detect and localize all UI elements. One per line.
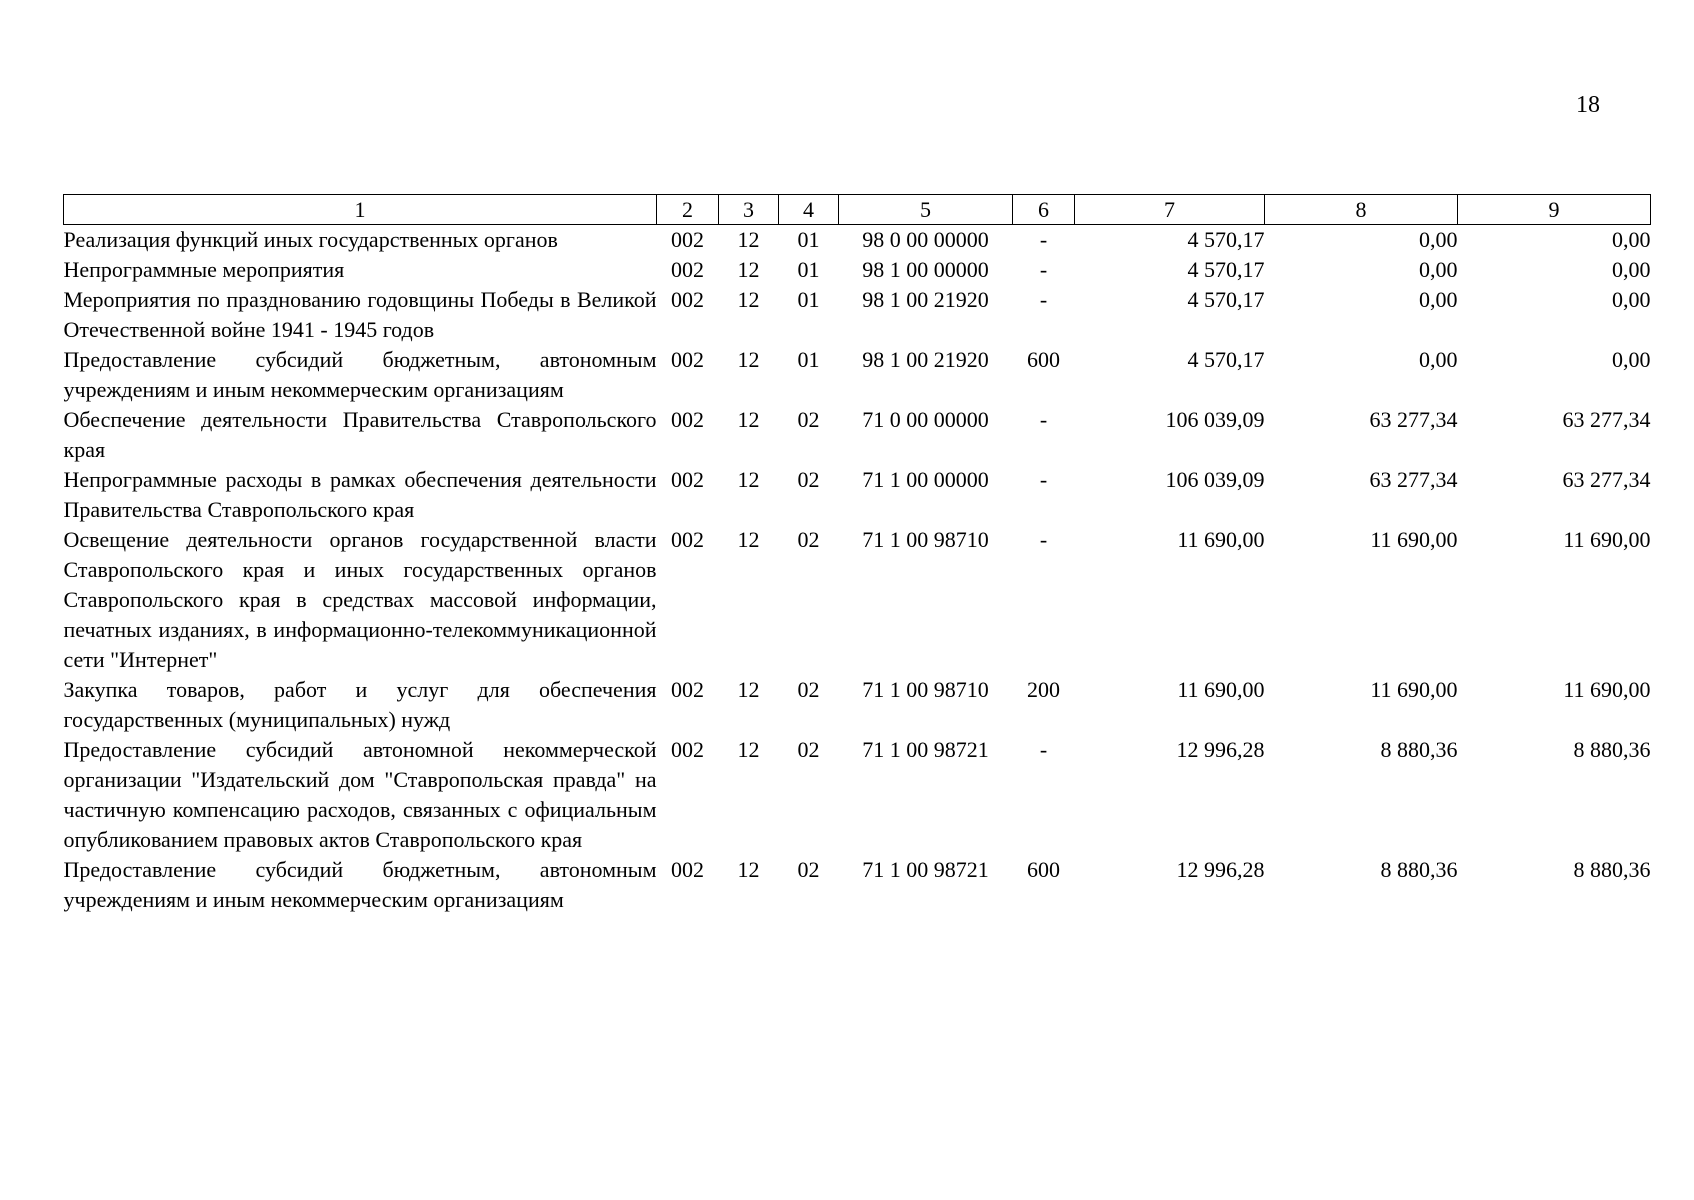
amount-col8-cell: 0,00 — [1419, 347, 1458, 372]
section-code-cell: 12 — [737, 257, 760, 282]
section-code-cell: 12 — [737, 227, 760, 252]
expense-name-cell: Освещение деятельности органов государственной власти Ставропольского края и иных государственных органов Ставропольского края в средствах массовой информации, печатных изданиях, в информационно-телекоммуникационной сети "Интернет" — [63, 527, 657, 672]
amount-col8-cell: 63 277,34 — [1369, 407, 1458, 432]
amount-col9-cell: 11 690,00 — [1563, 527, 1651, 552]
expense-type-cell: 200 — [1027, 677, 1060, 702]
target-article-cell: 98 1 00 21920 — [862, 287, 989, 312]
subsection-code-cell: 02 — [797, 677, 820, 702]
expense-name-cell: Предоставление субсидий автономной некоммерческой организации "Издательский дом "Ставропольская правда" на частичную компенсацию расходов, связанных с официальным опубликованием правовых актов Ставропольского края — [63, 737, 657, 852]
amount-col9-cell: 0,00 — [1612, 347, 1651, 372]
amount-col9-cell: 0,00 — [1612, 257, 1651, 282]
expense-type-cell: - — [1039, 287, 1048, 312]
expense-name-cell: Предоставление субсидий бюджетным, автономным учреждениям и иным некоммерческим организациям — [63, 347, 657, 402]
expense-type-cell: - — [1039, 227, 1048, 252]
table-row — [64, 675, 1651, 735]
target-article-cell: 71 1 00 98721 — [862, 737, 989, 762]
column-header-7: 7 — [1075, 195, 1265, 225]
table-row — [64, 405, 1651, 465]
subsection-code-cell: 01 — [797, 227, 820, 252]
amount-col9-cell: 8 880,36 — [1573, 857, 1651, 882]
section-code-cell: 12 — [737, 677, 760, 702]
table-row — [64, 225, 1651, 256]
expense-type-cell: - — [1039, 737, 1048, 762]
table-body — [64, 225, 1651, 916]
expense-type-cell: 600 — [1027, 857, 1060, 882]
column-header-8: 8 — [1265, 195, 1458, 225]
target-article-cell: 98 1 00 00000 — [862, 257, 989, 282]
expense-type-cell: 600 — [1027, 347, 1060, 372]
department-code-cell: 002 — [671, 677, 704, 702]
department-code-cell: 002 — [671, 257, 704, 282]
subsection-code-cell: 02 — [797, 407, 820, 432]
expense-name-cell: Мероприятия по празднованию годовщины Победы в Великой Отечественной войне 1941 - 1945 годов — [63, 287, 657, 342]
amount-col7-cell: 12 996,28 — [1176, 737, 1265, 762]
header-row — [64, 195, 1651, 225]
expense-name-cell: Закупка товаров, работ и услуг для обеспечения государственных (муниципальных) нужд — [63, 677, 657, 732]
subsection-code-cell: 01 — [797, 347, 820, 372]
amount-col8-cell: 63 277,34 — [1369, 467, 1458, 492]
section-code-cell: 12 — [737, 347, 760, 372]
amount-col9-cell: 63 277,34 — [1562, 467, 1651, 492]
target-article-cell: 71 1 00 98721 — [862, 857, 989, 882]
target-article-cell: 98 1 00 21920 — [862, 347, 989, 372]
amount-col9-cell: 0,00 — [1612, 287, 1651, 312]
subsection-code-cell: 02 — [797, 527, 820, 552]
amount-col9-cell: 11 690,00 — [1563, 677, 1651, 702]
table-row — [64, 255, 1651, 285]
amount-col8-cell: 11 690,00 — [1370, 527, 1458, 552]
target-article-cell: 71 1 00 00000 — [862, 467, 989, 492]
expense-type-cell: - — [1039, 257, 1048, 282]
target-article-cell: 98 0 00 00000 — [862, 227, 989, 252]
expense-name-cell: Непрограммные мероприятия — [63, 257, 345, 282]
expense-type-cell: - — [1039, 407, 1048, 432]
amount-col9-cell: 8 880,36 — [1573, 737, 1651, 762]
table-row — [64, 465, 1651, 525]
target-article-cell: 71 1 00 98710 — [862, 677, 989, 702]
column-header-6: 6 — [1013, 195, 1075, 225]
subsection-code-cell: 01 — [797, 287, 820, 312]
table-row — [64, 735, 1651, 855]
target-article-cell: 71 0 00 00000 — [862, 407, 989, 432]
amount-col8-cell: 0,00 — [1419, 257, 1458, 282]
section-code-cell: 12 — [737, 857, 760, 882]
expense-name-cell: Непрограммные расходы в рамках обеспечения деятельности Правительства Ставропольского края — [63, 467, 657, 522]
expense-type-cell: - — [1039, 527, 1048, 552]
subsection-code-cell: 02 — [797, 737, 820, 762]
amount-col7-cell: 11 690,00 — [1177, 677, 1265, 702]
amount-col8-cell: 8 880,36 — [1380, 737, 1458, 762]
table-row — [64, 345, 1651, 405]
subsection-code-cell: 02 — [797, 467, 820, 492]
amount-col8-cell: 0,00 — [1419, 287, 1458, 312]
table-header — [64, 195, 1651, 225]
table-row — [64, 855, 1651, 915]
target-article-cell: 71 1 00 98710 — [862, 527, 989, 552]
subsection-code-cell: 01 — [797, 257, 820, 282]
amount-col7-cell: 11 690,00 — [1177, 527, 1265, 552]
column-header-4: 4 — [779, 195, 839, 225]
department-code-cell: 002 — [671, 737, 704, 762]
section-code-cell: 12 — [737, 287, 760, 312]
department-code-cell: 002 — [671, 857, 704, 882]
amount-col8-cell: 8 880,36 — [1380, 857, 1458, 882]
department-code-cell: 002 — [671, 527, 704, 552]
department-code-cell: 002 — [671, 287, 704, 312]
amount-col7-cell: 12 996,28 — [1176, 857, 1265, 882]
department-code-cell: 002 — [671, 467, 704, 492]
amount-col9-cell: 63 277,34 — [1562, 407, 1651, 432]
page-number: 18 — [1576, 92, 1600, 118]
column-header-3: 3 — [719, 195, 779, 225]
amount-col7-cell: 4 570,17 — [1187, 287, 1265, 312]
column-header-5: 5 — [839, 195, 1013, 225]
budget-table — [63, 194, 1651, 915]
expense-name-cell: Предоставление субсидий бюджетным, автономным учреждениям и иным некоммерческим организациям — [63, 857, 657, 912]
amount-col9-cell: 0,00 — [1612, 227, 1651, 252]
department-code-cell: 002 — [671, 347, 704, 372]
section-code-cell: 12 — [737, 737, 760, 762]
expense-name-cell: Обеспечение деятельности Правительства Ставропольского края — [63, 407, 657, 462]
amount-col7-cell: 4 570,17 — [1187, 227, 1265, 252]
amount-col7-cell: 4 570,17 — [1187, 347, 1265, 372]
amount-col8-cell: 11 690,00 — [1370, 677, 1458, 702]
section-code-cell: 12 — [737, 407, 760, 432]
subsection-code-cell: 02 — [797, 857, 820, 882]
column-header-9: 9 — [1458, 195, 1651, 225]
column-header-2: 2 — [657, 195, 719, 225]
section-code-cell: 12 — [737, 527, 760, 552]
department-code-cell: 002 — [671, 407, 704, 432]
amount-col7-cell: 106 039,09 — [1165, 467, 1265, 492]
amount-col7-cell: 106 039,09 — [1165, 407, 1265, 432]
section-code-cell: 12 — [737, 467, 760, 492]
department-code-cell: 002 — [671, 227, 704, 252]
expense-type-cell: - — [1039, 467, 1048, 492]
table-row — [64, 525, 1651, 675]
amount-col8-cell: 0,00 — [1419, 227, 1458, 252]
table-row — [64, 285, 1651, 345]
expense-name-cell: Реализация функций иных государственных органов — [63, 227, 558, 252]
column-header-1: 1 — [64, 195, 657, 225]
amount-col7-cell: 4 570,17 — [1187, 257, 1265, 282]
